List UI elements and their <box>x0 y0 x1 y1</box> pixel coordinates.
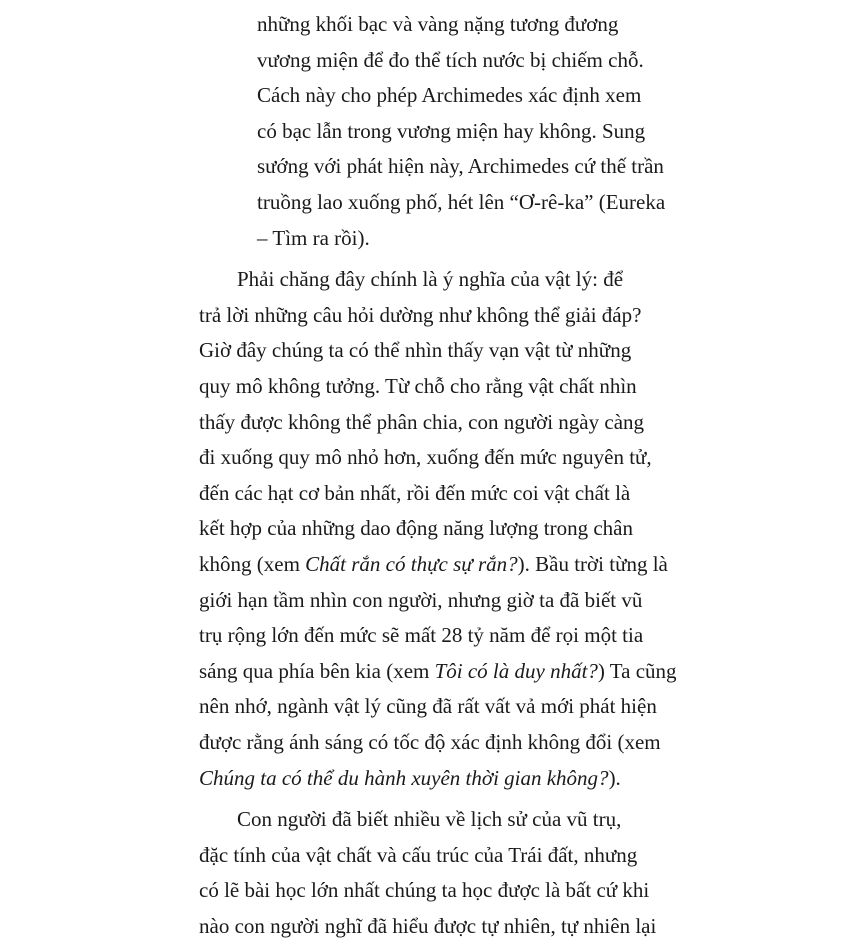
text-line: đến các hạt cơ bản nhất, rồi đến mức coi vật chất là <box>199 481 631 505</box>
plain-text: không (xem <box>199 552 306 576</box>
text-line: sướng với phát hiện này, Archimedes cứ thế trần <box>257 154 664 178</box>
text-line: có bạc lẫn trong vương miện hay không. Sung <box>257 119 646 143</box>
text-line: giới hạn tầm nhìn con người, nhưng giờ ta đã biết vũ <box>199 588 643 612</box>
cross-reference: Chất rắn có thực sự rắn? <box>305 552 518 576</box>
plain-text: sáng qua phía bên kia (xem <box>199 659 435 683</box>
cross-reference: Chúng ta có thể du hành xuyên thời gian không? <box>199 766 609 790</box>
text-line: vương miện để đo thể tích nước bị chiếm chỗ. <box>257 48 644 72</box>
text-line: có lẽ bài học lớn nhất chúng ta học được là bất cứ khi <box>199 878 650 902</box>
text-line: trả lời những câu hỏi dường như không thể giải đáp? <box>199 303 642 327</box>
text-line: Cách này cho phép Archimedes xác định xem <box>257 83 642 107</box>
text-line: đi xuống quy mô nhỏ hơn, xuống đến mức nguyên tử, <box>199 445 652 469</box>
text-line: thấy được không thể phân chia, con người ngày càng <box>199 410 645 434</box>
text-line: được rằng ánh sáng có tốc độ xác định không đổi (xem <box>199 730 661 754</box>
plain-text: ). <box>608 766 621 790</box>
text-line: kết hợp của những dao động năng lượng trong chân <box>199 516 633 540</box>
text-line-with-reference <box>199 552 668 576</box>
text-line: Giờ đây chúng ta có thể nhìn thấy vạn vật từ những <box>199 338 632 362</box>
text-line: trụ rộng lớn đến mức sẽ mất 28 tỷ năm để rọi một tia <box>199 623 644 647</box>
cross-reference: Tôi có là duy nhất? <box>434 659 598 683</box>
text-line: những khối bạc và vàng nặng tương đương <box>257 12 619 36</box>
plain-text: ) Ta cũng <box>597 659 677 683</box>
text-line: – Tìm ra rồi). <box>257 226 370 250</box>
text-line: nên nhớ, ngành vật lý cũng đã rất vất vả mới phát hiện <box>199 694 657 718</box>
text-line: nào con người nghĩ đã hiểu được tự nhiên, tự nhiên lại <box>199 914 657 938</box>
plain-text: ). Bầu trời từng là <box>517 552 668 576</box>
text-line-with-reference <box>199 659 677 683</box>
text-line: Con người đã biết nhiều về lịch sử của vũ trụ, <box>237 807 622 831</box>
text-line: truồng lao xuống phố, hét lên “Ơ-rê-ka” (Eureka <box>257 190 666 214</box>
text-line: đặc tính của vật chất và cấu trúc của Trái đất, nhưng <box>199 843 638 867</box>
text-line: quy mô không tưởng. Từ chỗ cho rằng vật chất nhìn <box>199 374 637 398</box>
text-line: Phải chăng đây chính là ý nghĩa của vật lý: để <box>237 267 624 291</box>
text-line-with-reference <box>199 766 621 790</box>
